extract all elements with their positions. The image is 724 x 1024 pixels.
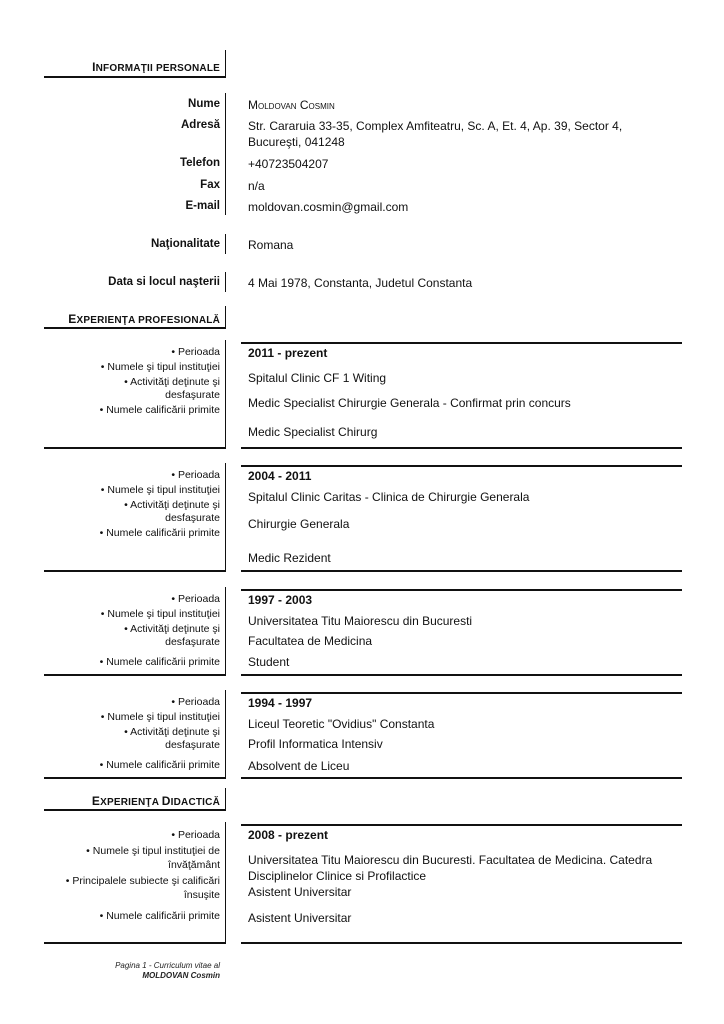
divider-horizontal <box>241 570 682 572</box>
label-institution: • Numele şi tipul instituţiei <box>100 711 220 723</box>
label-activities-cont: desfaşurate <box>165 739 220 751</box>
name-text: Moldovan Cosmin <box>248 98 335 112</box>
title-rest: IDACTICĂ <box>170 797 220 808</box>
value-period: 2008 - prezent <box>248 828 329 842</box>
label-period: • Perioada <box>171 469 220 481</box>
divider-vertical <box>225 788 226 810</box>
value-activities: Medic Specialist Chirurgie Generala - Confirmat prin concurs <box>248 396 571 410</box>
value-institution-line1: Universitatea Titu Maiorescu din Bucuresti. Facultatea de Medicina. Catedra <box>248 853 653 867</box>
divider-vertical <box>225 50 226 77</box>
value-qualification: Asistent Universitar <box>248 911 352 925</box>
footer-page-label: Pagina 1 - Curriculum vitae al <box>115 961 220 970</box>
section-title-professional <box>68 312 220 326</box>
label-fax: Fax <box>200 179 220 191</box>
value-address-line2: Bucureşti, 041248 <box>248 135 345 149</box>
divider-horizontal <box>241 342 682 344</box>
label-period: • Perioada <box>171 346 220 358</box>
divider-vertical <box>225 340 226 448</box>
divider-vertical <box>225 272 226 292</box>
label-qualification: • Numele calificării primite <box>99 656 220 668</box>
label-subjects: • Principalele subiecte şi calificări <box>65 875 220 887</box>
value-qualification: Student <box>248 655 290 669</box>
divider-vertical <box>225 690 226 778</box>
label-address: Adresă <box>181 119 220 131</box>
divider-horizontal <box>44 942 226 944</box>
label-phone: Telefon <box>179 157 220 169</box>
label-qualification: • Numele calificării primite <box>99 527 220 539</box>
divider-vertical <box>225 463 226 571</box>
label-institution: • Numele şi tipul instituţiei <box>100 361 220 373</box>
label-institution: • Numele şi tipul instituţiei <box>100 484 220 496</box>
label-name: Nume <box>188 98 220 110</box>
divider-horizontal <box>44 570 226 572</box>
section-title-didactic <box>92 794 220 808</box>
divider-vertical <box>225 587 226 675</box>
divider-horizontal <box>241 942 682 944</box>
divider-horizontal <box>241 447 682 449</box>
label-activities-cont: desfaşurate <box>165 636 220 648</box>
title-rest: NFORMAŢII PERSONALE <box>95 63 220 74</box>
value-qualification: Absolvent de Liceu <box>248 759 350 773</box>
label-activities: • Activităţi deţinute şi <box>124 499 220 511</box>
label-activities-cont: desfaşurate <box>165 512 220 524</box>
label-activities: • Activităţi deţinute şi <box>124 726 220 738</box>
divider-vertical <box>225 822 226 943</box>
divider-horizontal <box>44 327 226 329</box>
label-institution: • Numele şi tipul instituţiei de <box>86 845 220 857</box>
divider-horizontal <box>241 465 682 467</box>
title-rest: XPERIENŢA PROFESIONALĂ <box>76 315 220 326</box>
label-period: • Perioada <box>171 829 220 841</box>
section-title-personal <box>92 60 220 74</box>
label-activities: • Activităţi deţinute şi <box>124 376 220 388</box>
divider-horizontal <box>44 674 226 676</box>
value-period: 2011 - prezent <box>248 346 328 360</box>
value-qualification: Medic Specialist Chirurg <box>248 425 378 439</box>
label-qualification: • Numele calificării primite <box>99 404 220 416</box>
label-period: • Perioada <box>171 593 220 605</box>
value-fax: n/a <box>248 179 265 193</box>
divider-horizontal <box>241 777 682 779</box>
label-period: • Perioada <box>171 696 220 708</box>
value-activities: Profil Informatica Intensiv <box>248 737 383 751</box>
label-institution-cont: învăţământ <box>168 859 220 871</box>
value-nationality: Romana <box>248 238 294 252</box>
title-mid: XPERIENŢA <box>100 797 162 808</box>
divider-horizontal <box>44 777 226 779</box>
label-qualification: • Numele calificării primite <box>99 910 220 922</box>
label-subjects-cont: însuşite <box>183 889 220 901</box>
value-subjects: Asistent Universitar <box>248 885 352 899</box>
title-initial-2: D <box>161 794 171 808</box>
value-phone: +40723504207 <box>248 157 329 171</box>
value-name <box>248 98 335 112</box>
value-period: 1997 - 2003 <box>248 593 313 607</box>
title-initial: I <box>92 60 96 74</box>
value-institution-line2: Disciplinelor Clinice si Profilactice <box>248 869 427 883</box>
value-institution: Spitalul Clinic CF 1 Witing <box>248 371 387 385</box>
label-email: E-mail <box>185 200 220 212</box>
label-institution: • Numele şi tipul instituţiei <box>100 608 220 620</box>
label-activities-cont: desfaşurate <box>165 389 220 401</box>
divider-horizontal <box>44 809 226 811</box>
value-activities: Facultatea de Medicina <box>248 634 373 648</box>
value-qualification: Medic Rezident <box>248 551 331 565</box>
divider-horizontal <box>44 447 226 449</box>
divider-horizontal <box>241 589 682 591</box>
divider-vertical <box>225 93 226 215</box>
value-period: 2004 - 2011 <box>248 469 312 483</box>
label-birth: Data si locul naşterii <box>108 276 220 288</box>
divider-horizontal <box>241 674 682 676</box>
label-activities: • Activităţi deţinute şi <box>124 623 220 635</box>
page-footer <box>115 961 220 981</box>
value-institution: Universitatea Titu Maiorescu din Bucuresti <box>248 614 473 628</box>
label-qualification: • Numele calificării primite <box>99 759 220 771</box>
divider-vertical <box>225 234 226 254</box>
footer-name: MOLDOVAN Cosmin <box>142 971 220 980</box>
divider-horizontal <box>44 76 226 78</box>
value-activities: Chirurgie Generala <box>248 517 350 531</box>
value-email[interactable]: moldovan.cosmin@gmail.com <box>248 200 409 214</box>
value-period: 1994 - 1997 <box>248 696 313 710</box>
value-birth: 4 Mai 1978, Constanta, Judetul Constanta <box>248 276 473 290</box>
divider-horizontal <box>241 692 682 694</box>
value-institution: Liceul Teoretic "Ovidius" Constanta <box>248 717 435 731</box>
value-address-line1: Str. Cararuia 33-35, Complex Amfiteatru, Sc. A, Et. 4, Ap. 39, Sector 4, <box>248 119 623 133</box>
title-initial: E <box>91 794 101 808</box>
value-institution: Spitalul Clinic Caritas - Clinica de Chirurgie Generala <box>248 490 530 504</box>
title-initial: E <box>68 312 77 326</box>
divider-horizontal <box>241 824 682 826</box>
divider-vertical <box>225 306 226 328</box>
label-nationality: Naţionalitate <box>150 238 220 250</box>
